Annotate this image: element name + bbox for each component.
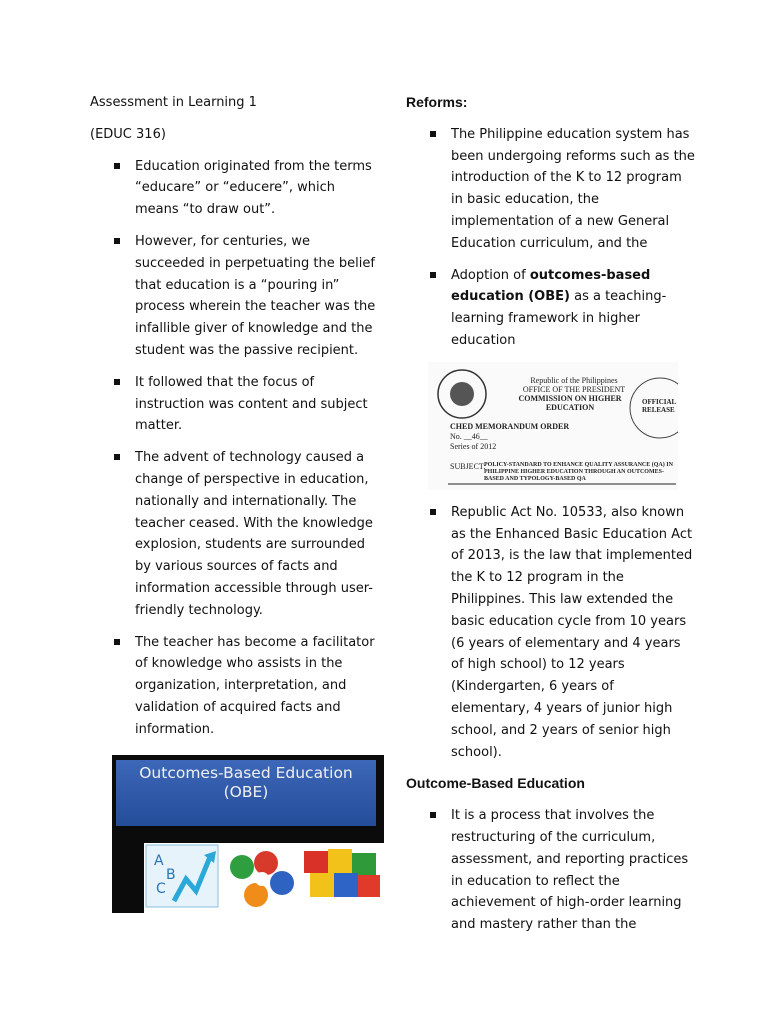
obe-illustration [144,843,384,913]
obe-illustration-graphic [144,843,384,913]
ched-office-text: OFFICE OF THE PRESIDENT [522,384,626,394]
obe-slide-image [112,755,384,913]
svg-text:C: C [156,880,166,897]
list-item: It is a process that involves the restructuring of the curriculum, assessment, and reporting practices in education to reflect the achievement of high-order learning and mastery rather than the [406,805,696,936]
obe-emphasis: outcomes-based education (OBE) [451,267,651,305]
left-bullet-list [90,156,380,741]
ched-memo-label: CHED MEMORANDUM ORDER [450,421,570,431]
obe-bullet-list [406,805,696,936]
ched-republic-text: Republic of the Philippines [530,375,618,385]
square-bullet-icon [430,509,436,515]
ched-memorandum-image [428,362,678,490]
document-title: Assessment in Learning 1 [90,95,257,110]
reforms-heading: Reforms: [406,94,468,110]
list-item: Republic Act No. 10533, also known as the Enhanced Basic Education Act of 2013, is the law that implemented the K to 12 program in the Philippines. This law extended the basic education cycle from 10 years (6 years of elementary and 4 years of high school) to 12 years (Kindergarten, 6 years of elementary, 4 years of junior high school, and 2 years of senior high school). [406,502,696,764]
svg-text:A: A [154,852,164,869]
ched-memo-series: Series of 2012 [450,441,497,451]
list-item: Adoption of outcomes-based education (OBE) as a teaching-learning framework in higher education [406,265,696,352]
reforms-bullet-list [406,124,696,352]
square-bullet-icon [430,131,436,137]
course-code: (EDUC 316) [90,126,166,142]
list-item: It followed that the focus of instruction was content and subject matter. [90,372,380,437]
right-column [406,92,696,946]
square-bullet-icon [114,379,120,385]
obe-heading: Outcome-Based Education [406,775,585,792]
list-item: The teacher has become a facilitator of knowledge who assists in the organization, interpretation, and validation of acquired facts and information. [90,632,380,741]
list-item: The Philippine education system has been undergoing reforms such as the introduction of the K to 12 program in basic education, the implementation of a new General Education curriculum, and the [406,124,696,255]
square-bullet-icon [430,812,436,818]
ched-commission-text: COMMISSION ON HIGHER EDUCATION [518,393,622,412]
ched-subject-text: POLICY-STANDARD TO ENHANCE QUALITY ASSURANCE (QA) IN PHILIPPINE HIGHER EDUCATION THROUGH AN OUTCOMES-BASED AND TYPOLOGY-BASED QA [484,461,673,482]
official-release-stamp: OFFICIAL RELEASE [642,397,676,414]
ra-bullet-list [406,502,696,764]
square-bullet-icon [114,238,120,244]
ched-subject-label: SUBJECT: [450,461,486,471]
square-bullet-icon [114,454,120,460]
list-item: Education originated from the terms “educare” or “educere”, which means “to draw out”. [90,156,380,221]
left-column [90,92,380,913]
svg-text:B: B [166,866,176,883]
obe-slide-banner: Outcomes-Based Education (OBE) [116,760,376,826]
list-item: The advent of technology caused a change of perspective in education, nationally and internationally. The teacher ceased. With the knowledge explosion, students are surrounded by various sources of facts and information accessible through user-friendly technology. [90,447,380,621]
square-bullet-icon [430,272,436,278]
square-bullet-icon [114,163,120,169]
ched-memo-number: No. __46__ [450,431,488,441]
list-item: However, for centuries, we succeeded in perpetuating the belief that education is a “pouring in” process wherein the teacher was the infallible giver of knowledge and the student was the passive recipient. [90,231,380,362]
square-bullet-icon [114,639,120,645]
